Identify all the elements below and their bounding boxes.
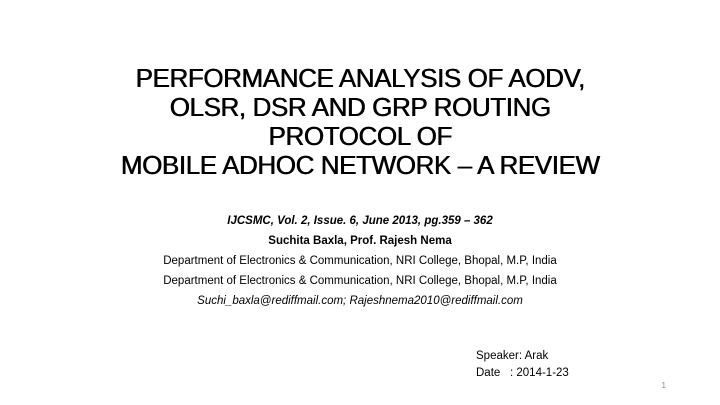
department-1: Department of Electronics & Communication, NRI College, Bhopal, M.P, India (163, 255, 557, 267)
slide-number: 1 (661, 381, 666, 390)
department-2: Department of Electronics & Communication, NRI College, Bhopal, M.P, India (163, 275, 557, 287)
date-label: Date (476, 367, 501, 379)
slide-subtitle (20, 211, 700, 311)
title-line-3: PROTOCOL OF (268, 121, 452, 151)
journal-citation: IJCSMC, Vol. 2, Issue. 6, June 2013, pg.359 – 362 (227, 215, 493, 227)
speaker-info (476, 348, 569, 382)
presentation-date (476, 365, 569, 382)
slide-title (40, 64, 680, 180)
author-emails: Suchi_baxla@rediffmail.com; Rajeshnema2010@rediffmail.com (197, 295, 523, 307)
title-line-4: MOBILE ADHOC NETWORK – A REVIEW (120, 150, 600, 180)
speaker-name: Speaker: Arak (476, 350, 549, 362)
title-line-2: OLSR, DSR AND GRP ROUTING (169, 92, 551, 122)
date-value: : 2014-1-23 (510, 367, 569, 379)
authors: Suchita Baxla, Prof. Rajesh Nema (268, 235, 452, 247)
title-line-1: PERFORMANCE ANALYSIS OF AODV, (135, 63, 585, 93)
